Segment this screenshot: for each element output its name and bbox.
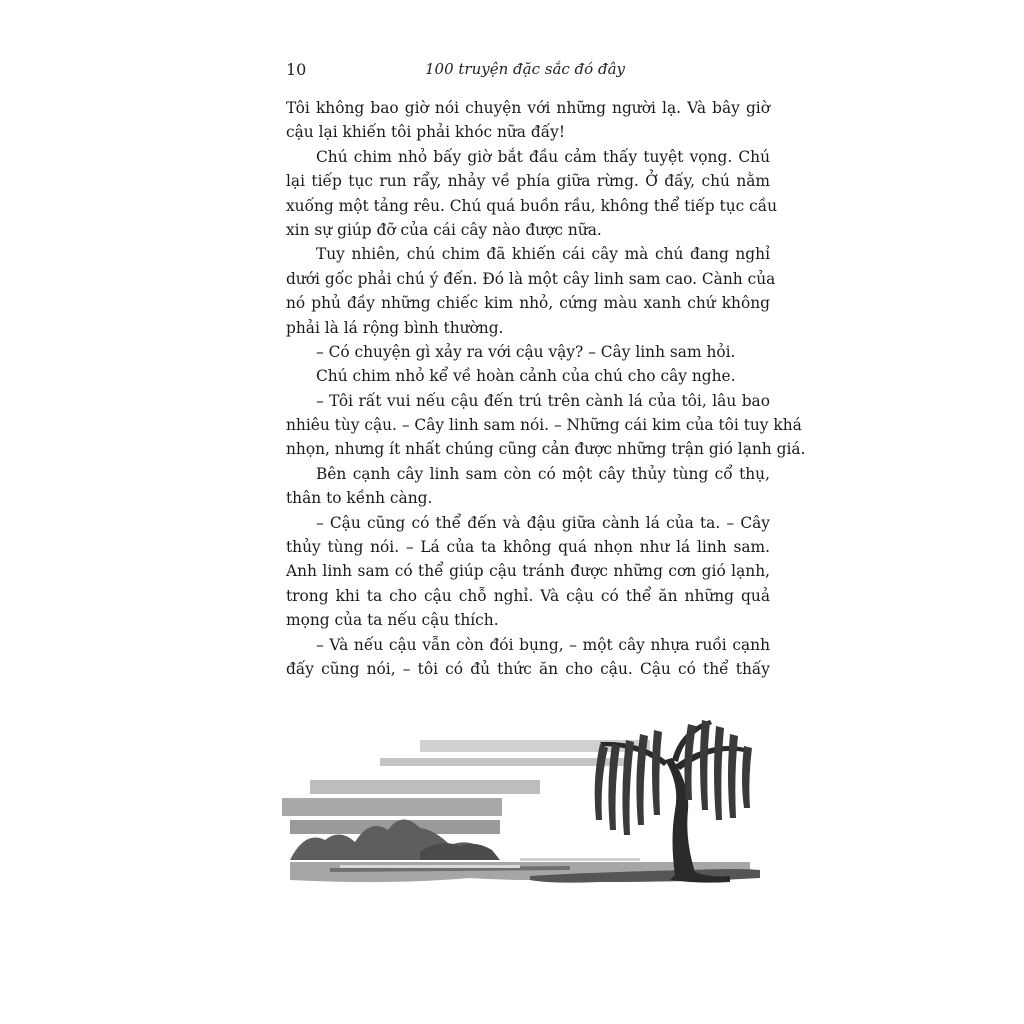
text-line: phải là lá rộng bình thường. [286, 318, 504, 337]
text-line: Bên cạnh cây linh sam còn có một cây thủy tùng cổ thụ, [316, 464, 770, 483]
text-line: Tôi không bao giờ nói chuyện với những người lạ. Và bây giờ [286, 99, 770, 117]
text-line: nó phủ đầy những chiếc kim nhỏ, cứng màu xanh chứ không [286, 294, 770, 313]
sky-wash [310, 780, 540, 794]
water-reflection [340, 865, 520, 868]
text-line: đấy cũng nói, – tôi có đủ thức ăn cho cậu. Cậu có thể thấy [286, 659, 770, 678]
text-line: Chú chim nhỏ kể về hoàn cảnh của chú cho cây nghe. [316, 367, 736, 386]
text-line: Chú chim nhỏ bấy giờ bắt đầu cảm thấy tuyệt vọng. Chú [316, 147, 770, 166]
sky-wash [380, 758, 630, 766]
text-line: trong khi ta cho cậu chỗ nghỉ. Và cậu có thể ăn những quả [286, 586, 770, 605]
willow-tree-landscape-illustration [270, 700, 770, 905]
text-line: – Cậu cũng có thể đến và đậu giữa cành lá của ta. – Cây [316, 513, 770, 532]
text-line: nhọn, nhưng ít nhất chúng cũng cản được những trận gió lạnh giá. [286, 440, 806, 459]
text-line: xin sự giúp đỡ của cái cây nào được nữa. [286, 220, 602, 239]
running-title: 100 truyện đặc sắc đó đây [425, 60, 625, 78]
text-line: – Tôi rất vui nếu cậu đến trú trên cành lá của tôi, lâu bao [316, 391, 770, 410]
page-number: 10 [286, 60, 307, 79]
text-line: nhiêu tùy cậu. – Cây linh sam nói. – Những cái kim của tôi tuy khá [286, 416, 802, 435]
text-line: – Có chuyện gì xảy ra với cậu vậy? – Cây linh sam hỏi. [316, 342, 736, 361]
story-text [286, 96, 806, 681]
text-line: xuống một tảng rêu. Chú quá buồn rầu, không thể tiếp tục cầu [286, 196, 778, 215]
text-line: Anh linh sam có thể giúp cậu tránh được những cơn gió lạnh, [286, 562, 770, 581]
text-line: dưới gốc phải chú ý đến. Đó là một cây linh sam cao. Cành của [286, 269, 776, 288]
sky-wash [282, 798, 502, 816]
text-line: thủy tùng nói. – Lá của ta không quá nhọn như lá linh sam. [286, 538, 770, 557]
water-reflection [520, 858, 640, 861]
text-line: thân to kềnh càng. [286, 489, 433, 508]
text-line: lại tiếp tục run rẩy, nhảy về phía giữa rừng. Ở đấy, chú nằm [286, 172, 770, 191]
text-line: mọng của ta nếu cậu thích. [286, 611, 499, 630]
text-line: – Và nếu cậu vẫn còn đói bụng, – một cây nhựa ruồi cạnh [316, 635, 770, 654]
text-line: cậu lại khiến tôi phải khóc nữa đấy! [286, 123, 566, 142]
text-line: Tuy nhiên, chú chim đã khiến cái cây mà chú đang nghỉ [316, 245, 770, 264]
page-header [286, 60, 764, 84]
